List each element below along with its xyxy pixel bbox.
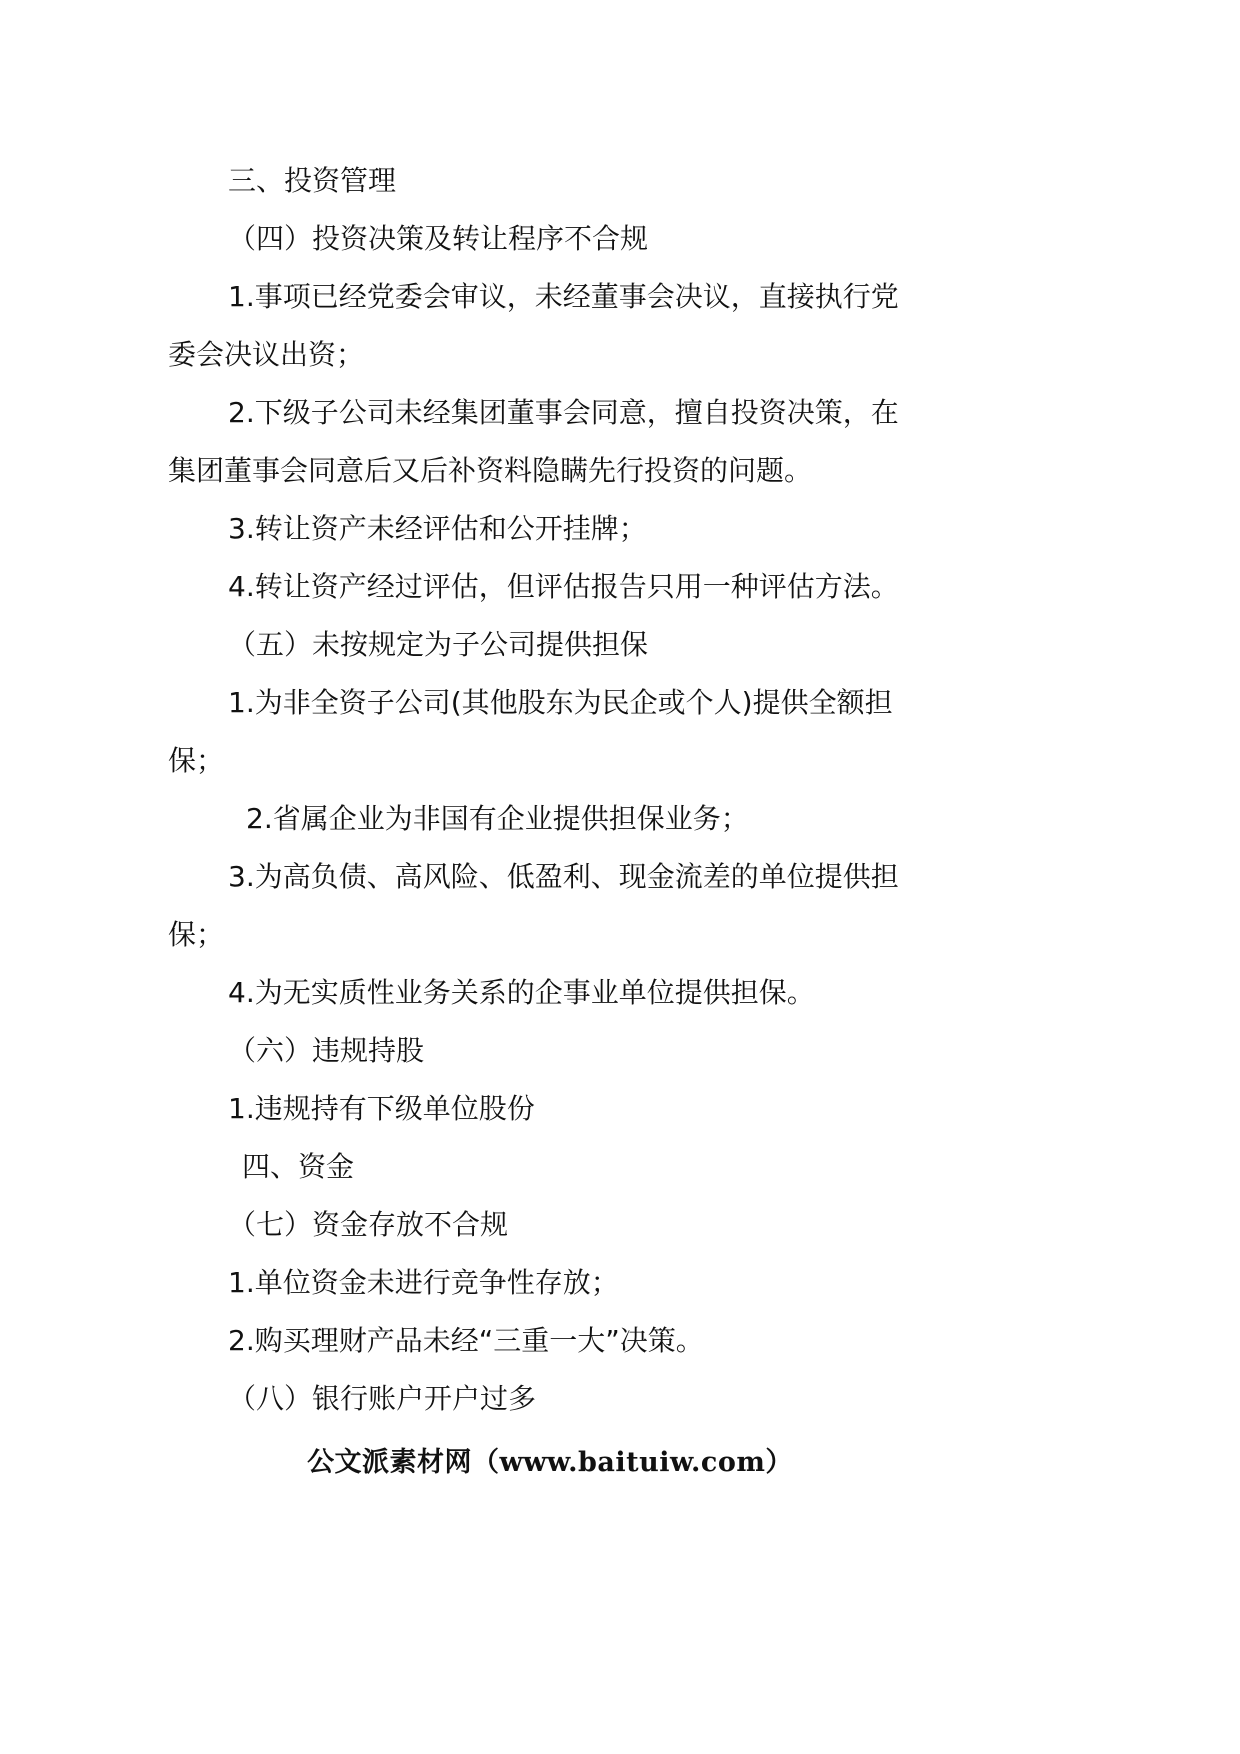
- document-body: [168, 152, 944, 1428]
- paragraph-line: 3.转让资产未经评估和公开挂牌；: [228, 512, 647, 545]
- paragraph-line: 1.单位资金未进行竞争性存放；: [228, 1266, 619, 1299]
- paragraph-line: 1.违规持有下级单位股份: [228, 1092, 535, 1125]
- paragraph-line-continued: 保；: [168, 918, 225, 951]
- paragraph-line: 4.转让资产经过评估，但评估报告只用一种评估方法。: [228, 570, 899, 603]
- footer-watermark: 公文派素材网（www.baituiw.com）: [307, 1447, 793, 1478]
- paragraph-line-continued: 集团董事会同意后又后补资料隐瞒先行投资的问题。: [168, 454, 813, 487]
- paragraph-line-continued: 保；: [168, 744, 225, 777]
- subsection-heading-5: （五）未按规定为子公司提供担保: [228, 628, 649, 661]
- paragraph-line: 1.为非全资子公司(其他股东为民企或个人)提供全额担: [228, 686, 893, 719]
- paragraph-line: 1.事项已经党委会审议，未经董事会决议，直接执行党: [228, 280, 899, 313]
- paragraph-line: 2.购买理财产品未经“三重一大”决策。: [228, 1324, 704, 1357]
- subsection-heading-8: （八）银行账户开户过多: [228, 1382, 537, 1415]
- paragraph-line: 2.省属企业为非国有企业提供担保业务；: [246, 802, 749, 835]
- subsection-heading-7: （七）资金存放不合规: [228, 1208, 509, 1241]
- paragraph-line: 3.为高负债、高风险、低盈利、现金流差的单位提供担: [228, 860, 899, 893]
- paragraph-line: 2.下级子公司未经集团董事会同意，擅自投资决策，在: [228, 396, 899, 429]
- section-heading-funds: 四、资金: [242, 1150, 355, 1183]
- paragraph-line-continued: 委会决议出资；: [168, 338, 365, 371]
- section-heading-investment: 三、投资管理: [228, 164, 397, 197]
- paragraph-line: 4.为无实质性业务关系的企事业单位提供担保。: [228, 976, 815, 1009]
- subsection-heading-4: （四）投资决策及转让程序不合规: [228, 222, 649, 255]
- subsection-heading-6: （六）违规持股: [228, 1034, 425, 1067]
